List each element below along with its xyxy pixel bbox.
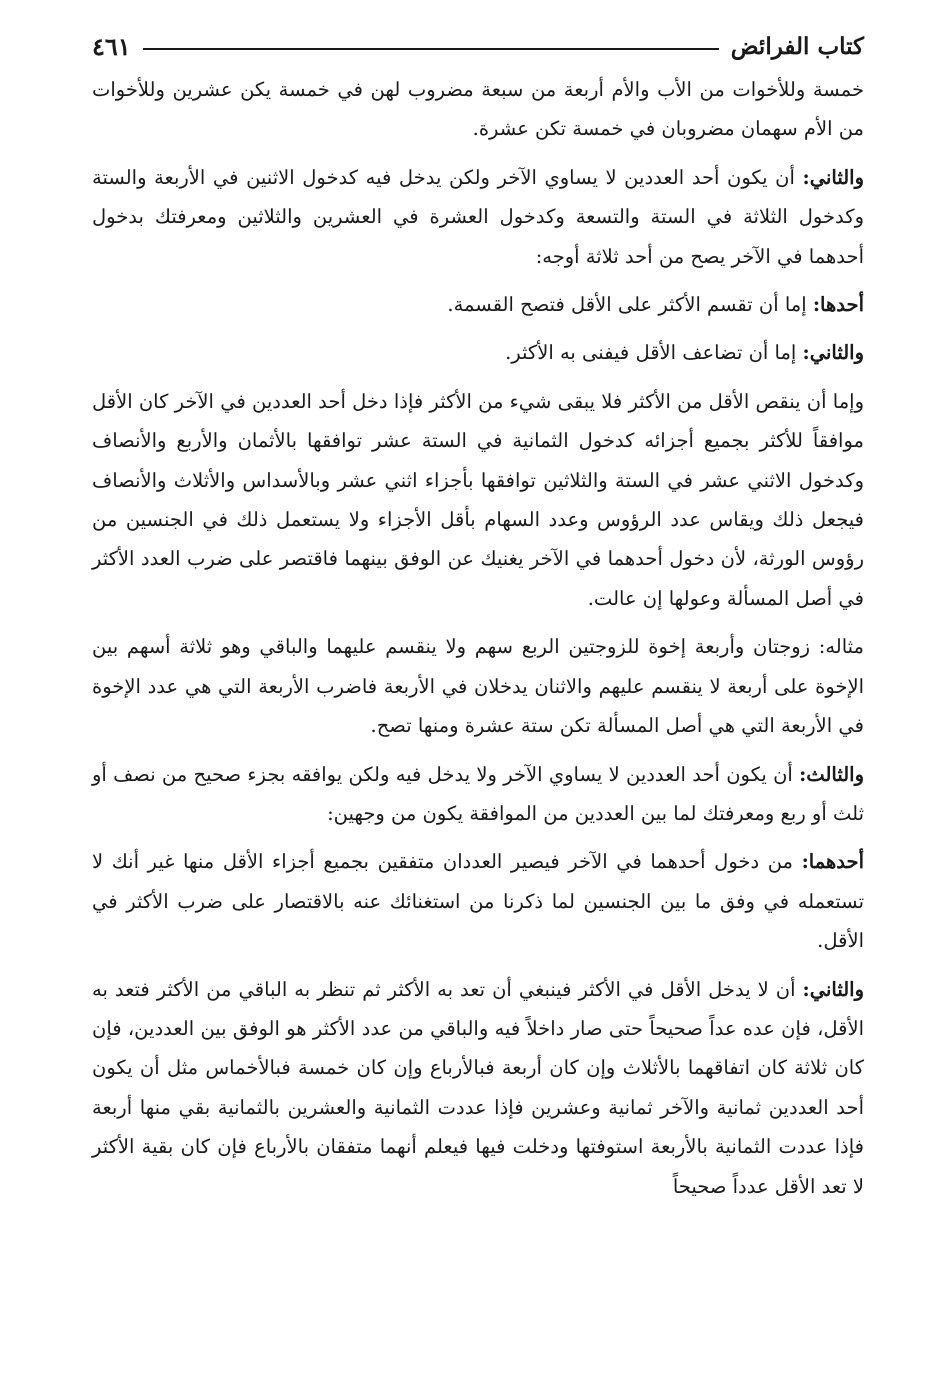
paragraph-lead: أحدهما: [801,850,864,874]
paragraph-text: أن لا يدخل الأقل في الأكثر فينبغي أن تعد به الأكثر ثم تنظر به الباقي من الأكثر فتعد به الأقل، فإن عده عداً صحيحاً حتى صار داخلاً فيه والباقي من عدد الأكثر هو الوفق بين العددين، فإن كان ثلاثة كان اتفاقهما بالأثلاث وإن كان أربعة فبالأرباع وإن كان خمسة فبالأخماس مثل أن يكون أحد العددين ثمانية والآخر ثمانية وعشرين فإذا عددت الثمانية والعشرين بالثمانية بقي منها أربعة فإذا عددت الثمانية بالأربعة استوفتها ودخلت فيها فيعلم أنهما متفقان بالأرباع فإن كان بقية الأكثر لا تعد الأقل عدداً صحيحاً [92,977,864,1198]
book-page [92,24,864,1215]
paragraph-text: من دخول أحدهما في الآخر فيصير العددان متفقين بجميع أجزاء الأقل منها غير أنك لا تستعمله في وفق ما بين الجنسين لما ذكرنا من استغنائك عنه بالاقتصار على ضرب الأكثر في الأقل. [92,850,864,953]
paragraph-lead: والثاني: [802,977,864,1001]
chapter-title: كتاب الفرائض [730,32,864,60]
paragraph-text: أن يكون أحد العددين لا يساوي الآخر ولكن يدخل فيه كدخول الاثنين في الأربعة والستة وكدخول الثلاثة في الستة والتسعة وكدخول العشرة في العشرين والثلاثين ومعرفتك بدخول أحدهما في الآخر يصح من أحد ثلاثة أوجه: [92,165,864,268]
paragraph [92,627,864,745]
paragraph [92,285,864,324]
paragraph-lead: والثاني: [802,341,864,365]
paragraph-text: مثاله: زوجتان وأربعة إخوة للزوجتين الربع سهم ولا ينقسم عليهما والباقي وهو ثلاثة أسهم بين الإخوة على أربعة لا ينقسم عليهم والاثنان يدخلان في الأربعة فاضرب الأربعة التي هي عدد الإخوة في الأربعة التي هي أصل المسألة تكن ستة عشرة ومنها تصح. [92,635,864,738]
paragraph-lead: والثالث: [799,762,864,786]
paragraph-text: أن يكون أحد العددين لا يساوي الآخر ولا يدخل فيه ولكن يوافقه بجزء صحيح من نصف أو ثلث أو ربع ومعرفتك لما بين العددين من الموافقة يكون من وجهين: [92,762,864,825]
paragraph-lead: أحدها: [812,293,864,317]
paragraph [92,382,864,618]
paragraph [92,333,864,372]
paragraph-lead: والثاني: [802,165,864,189]
header-rule [143,48,719,50]
paragraph [92,158,864,276]
body-text [92,70,864,1206]
paragraph-text: إما أن تضاعف الأقل فيفنى به الأكثر. [505,341,803,365]
page-number: ٤٦١ [92,31,131,61]
paragraph-text: خمسة وللأخوات من الأب والأم أربعة من سبعة مضروب لهن في خمسة يكن عشرين وللأخوات من الأم سهمان مضروبان في خمسة تكن عشرة. [92,78,864,141]
paragraph-text: وإما أن ينقص الأقل من الأكثر فلا يبقى شيء من الأكثر فإذا دخل أحد العددين في الآخر كان الأقل موافقاً للأكثر بجميع أجزائه كدخول الثمانية في الستة عشر توافقها بالأثمان والأربع والأنصاف وكدخول الاثني عشر في الستة والثلاثين توافقها بأجزاء اثني عشر وبالأسداس والأثلاث والأنصاف فيجعل ذلك ويقاس عدد الرؤوس وعدد السهام بأقل الأجزاء ولا يستعمل ذلك في الجنسين من رؤوس الورثة، لأن دخول أحدهما في الآخر يغنيك عن الوفق بينهما فاقتصر على ضرب العدد الأكثر في أصل المسألة وعولها إن عالت. [92,389,864,610]
running-header [92,24,864,68]
paragraph [92,755,864,834]
paragraph [92,970,864,1206]
paragraph [92,842,864,960]
paragraph-text: إما أن تقسم الأكثر على الأقل فتصح القسمة. [447,293,813,317]
paragraph [92,70,864,149]
